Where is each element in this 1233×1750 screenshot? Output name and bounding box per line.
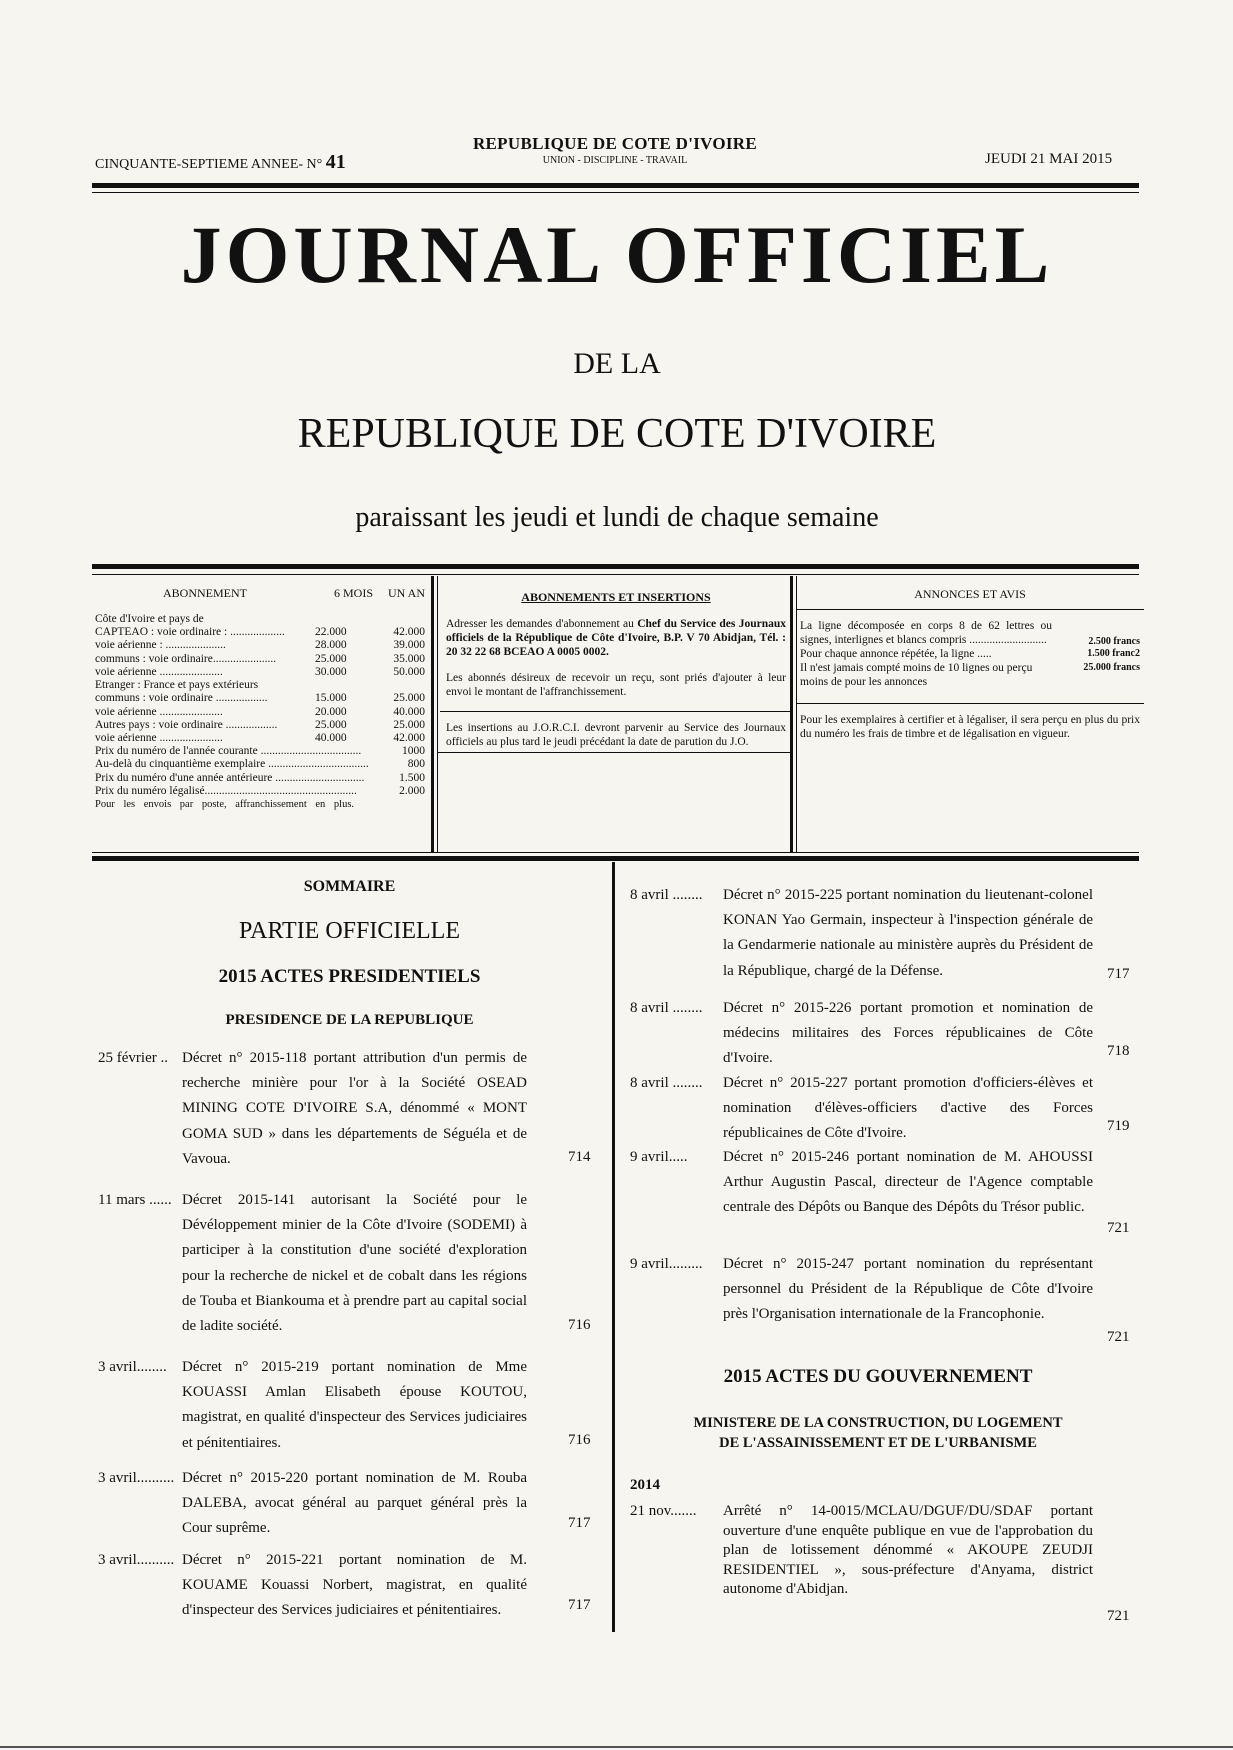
subscription-panel (95, 586, 425, 811)
subscription-row-6mois: 25.000 (315, 652, 347, 665)
journal-subtitle-de-la: DE LA (573, 347, 661, 380)
issue-year-text: CINQUANTE-SEPTIEME ANNEE- N° (95, 157, 323, 172)
toc-entry (98, 1188, 608, 1338)
price-row (95, 785, 425, 798)
subscription-header (95, 586, 425, 601)
toc-entry (98, 1046, 608, 1170)
abonnements-receipt: Les abonnés désireux de recevoir un reçu, sont priés d'ajouter à leur envoi le montant de l'affranchissement. (446, 671, 786, 698)
annonces-price-2: 1.500 franc2 (1087, 647, 1140, 659)
annonces-mid-rule (796, 703, 1144, 704)
subscription-row (95, 679, 425, 692)
journal-title: JOURNAL OFFICIEL (180, 209, 1054, 300)
annonces-note: Pour les exemplaires à certifier et à légaliser, il sera perçu en plus du prix du numéro les frais de timbre et de légalisation en vigueur. (800, 714, 1140, 741)
toc-entry-page: 717 (1107, 965, 1130, 982)
info-divider-2b (796, 576, 797, 852)
subscription-row-6mois: 25.000 (315, 718, 347, 731)
subscription-header-1an: UN AN (387, 586, 425, 600)
subscription-row-label: communs : voie ordinaire...................... (95, 652, 277, 665)
col2-mid-rule (437, 752, 790, 753)
abonnements-address-pre: Adresser les demandes d'abonnement au (446, 618, 638, 631)
subscription-header-label: ABONNEMENT (163, 586, 247, 600)
toc-entry-text: Décret n° 2015-226 portant promotion et nomination de médecins militaires des Forces républicaines de Côte d'Ivoire. (723, 1000, 1093, 1067)
toc-entry-text: Décret n° 2015-246 portant nomination de M. AHOUSSI Arthur Augustin Pascal, directeur de l'Agence comptable centrale des Dépôts ou Banque des Dépôts du Trésor public. (723, 1149, 1093, 1216)
subscription-row (95, 653, 425, 666)
subscription-row-label: Autres pays : voie ordinaire .................. (95, 718, 278, 731)
masthead-country: REPUBLIQUE DE COTE D'IVOIRE (472, 134, 758, 153)
subscription-row-label: Etranger : France et pays extérieurs (95, 679, 259, 692)
toc-entry-page: 717 (568, 1596, 591, 1613)
partie-officielle: PARTIE OFFICIELLE (238, 918, 460, 944)
subscription-row-6mois: 22.000 (315, 626, 347, 639)
annonces-line-3 (800, 662, 1140, 690)
annonces-price-1: 2.500 francs (1088, 635, 1140, 647)
price-row-label: Au-delà du cinquantième exemplaire ................................... (95, 758, 369, 771)
price-row-label: Prix du numéro d'une année antérieure ............................... (95, 771, 365, 784)
annonces-line-3-text: Il n'est jamais compté moins de 10 lignes ou perçu moins de pour les annonces (800, 661, 1033, 688)
annonces-line-1-text: La ligne décomposée en corps 8 de 62 lettres ou signes, interlignes et blancs compris ........................... (800, 620, 1052, 647)
issue-year (95, 151, 346, 174)
subscription-rows (95, 626, 425, 745)
toc-entry-text: Arrêté n° 14-0015/MCLAU/DGUF/DU/SDAF portant ouverture d'une enquête publique en vue de l'approbation du plan de lotissement dénommé « AKOUPE ZEUDJI RESIDENTIEL », sous-préfecture d'Anyama, district autonome d'Abidjan. (723, 1503, 1093, 1597)
subscription-row-1an (375, 679, 425, 692)
toc-entry-page: 716 (568, 1316, 591, 1333)
toc-entry (630, 1252, 1135, 1350)
price-row-label: Prix du numéro de l'année courante ................................... (95, 745, 362, 758)
masthead-motto: UNION - DISCIPLINE - TRAVAIL (542, 155, 688, 166)
toc-entry-date: 9 avril..... (630, 1149, 688, 1165)
subscription-row-6mois: 30.000 (315, 665, 347, 678)
toc-entry (630, 996, 1135, 1067)
subscription-row-label: voie aérienne ...................... (95, 705, 223, 718)
toc-entry-text: Décret 2015-141 autorisant la Société pour le Dévéloppement minier de la Côte d'Ivoire (SODEMI) à participer à la constitution d'une société d'exploration pour la recherche de nickel et de cobalt dans les régions de Touba et Biankouma et à prendre part au capital social de ladite société. (182, 1192, 527, 1334)
price-row (95, 772, 425, 785)
annonces-panel (800, 587, 1140, 742)
subscription-row-label: voie aérienne ...................... (95, 731, 223, 744)
subscription-header-6mois: 6 MOIS (333, 586, 373, 600)
subscription-row (95, 666, 425, 679)
toc-entry-page: 717 (568, 1514, 591, 1531)
toc-entry (630, 1145, 1135, 1241)
price-rows (95, 745, 425, 798)
subscription-row (95, 706, 425, 719)
toc-entry (98, 1466, 608, 1536)
top-rule (92, 183, 1139, 188)
toc-entry (98, 1355, 608, 1453)
annonces-line-2 (800, 648, 1140, 662)
subscription-row (95, 639, 425, 652)
price-row-value: 1000 (402, 745, 425, 758)
toc-entry-page: 716 (568, 1431, 591, 1448)
section-actes-presidentiels: 2015 ACTES PRESIDENTIELS (218, 966, 481, 987)
annonces-title: ANNONCES ET AVIS (914, 587, 1026, 601)
subscription-row-label: communs : voie ordinaire .................. (95, 692, 268, 705)
toc-entry-date: 3 avril.......... (98, 1552, 175, 1568)
toc-entry-date: 3 avril.......... (98, 1470, 175, 1486)
toc-entry (630, 1502, 1135, 1626)
info-divider-2 (790, 576, 793, 852)
toc-entry-text: Décret n° 2015-247 portant nomination du représentant personnel du Président de la République de Côte d'Ivoire près l'Organisation internationale de la Francophonie. (723, 1256, 1093, 1323)
abonnements-panel (446, 590, 786, 762)
abonnements-divider (440, 711, 792, 712)
annonces-line-1 (800, 620, 1140, 648)
masthead-country-block (400, 134, 830, 166)
info-bottom-rule (92, 852, 1139, 853)
toc-entry-date: 25 février .. (98, 1050, 168, 1066)
toc-entry-text: Décret n° 2015-221 portant nomination de M. KOUAME Kouassi Norbert, magistrat, en qualité d'inspecteur des Services judiciaires et pénitentiaires. (182, 1552, 527, 1619)
toc-entry (98, 1548, 608, 1618)
subscription-row-6mois (315, 679, 375, 692)
toc-entry-date: 8 avril ........ (630, 1000, 703, 1016)
issue-number: 41 (325, 151, 346, 173)
price-row-value: 2.000 (399, 784, 425, 797)
subscription-row-6mois: 28.000 (315, 639, 347, 652)
journal-subtitle-country: REPUBLIQUE DE COTE D'IVOIRE (297, 411, 937, 457)
bottom-edge (0, 1746, 1233, 1748)
info-bottom-rule-thick (92, 856, 1139, 861)
toc-entry-date: 9 avril......... (630, 1256, 703, 1272)
toc-entry (630, 1071, 1135, 1142)
toc-entry-page: 721 (1107, 1219, 1130, 1236)
section-actes-gouvernement: 2015 ACTES DU GOUVERNEMENT (723, 1366, 1033, 1387)
toc-entry-page: 714 (568, 1148, 591, 1165)
price-row (95, 745, 425, 758)
subscription-row-1an: 50.000 (393, 665, 425, 678)
subscription-row-1an: 42.000 (393, 731, 425, 744)
subscription-row-6mois: 40.000 (315, 731, 347, 744)
subscription-row (95, 719, 425, 732)
sommaire-title: SOMMAIRE (303, 878, 396, 895)
postal-note: Pour les envois par poste, affranchissement en plus. (95, 799, 355, 811)
subscription-row-1an: 39.000 (393, 639, 425, 652)
price-row (95, 758, 425, 771)
info-divider-1b (437, 576, 438, 852)
body-divider (612, 862, 615, 1632)
subscription-row-6mois: 15.000 (315, 692, 347, 705)
toc-entry-text: Décret n° 2015-220 portant nomination de M. Rouba DALEBA, avocat général au parquet général près la Cour suprême. (182, 1470, 527, 1537)
issue-date: JEUDI 21 MAI 2015 (985, 151, 1113, 167)
subscription-row-1an: 42.000 (393, 626, 425, 639)
subscription-row-label: CAPTEAO : voie ordinaire : ................... (95, 626, 285, 639)
subscription-row-1an: 25.000 (393, 718, 425, 731)
toc-entry-page: 718 (1107, 1042, 1130, 1059)
subsection-ministere (618, 1414, 1138, 1453)
toc-entry-date: 8 avril ........ (630, 1075, 703, 1091)
subscription-row-1an: 25.000 (393, 692, 425, 705)
subscription-row-6mois: 20.000 (315, 705, 347, 718)
toc-entry (630, 883, 1135, 987)
annonces-line-2-text: Pour chaque annonce répétée, la ligne ..... (800, 647, 992, 660)
toc-entry-date: 8 avril ........ (630, 887, 703, 903)
subsection-ministere-l2: DE L'ASSAINISSEMENT ET DE L'URBANISME (719, 1434, 1037, 1451)
abonnements-address (446, 618, 786, 659)
subscription-row (95, 626, 425, 639)
info-top-rule (92, 564, 1139, 569)
toc-entry-text: Décret n° 2015-118 portant attribution d'un permis de recherche minière pour l'or à la Société OSEAD MINING COTE D'IVOIRE S.A, dénommé « MONT GOMA SUD » dans les départements de Séguéla et de Vavoua. (182, 1050, 527, 1167)
info-divider-1 (431, 576, 434, 852)
subscription-row-label: voie aérienne ...................... (95, 665, 223, 678)
abonnements-title: ABONNEMENTS ET INSERTIONS (521, 590, 711, 604)
toc-entry-text: Décret n° 2015-225 portant nomination du lieutenant-colonel KONAN Yao Germain, inspecteur à l'inspection générale de la Gendarmerie nationale au ministère auprès du Président de la République, chargé de la Défense. (723, 887, 1093, 979)
toc-entry-page: 719 (1107, 1117, 1130, 1134)
publication-frequency: paraissant les jeudi et lundi de chaque semaine (355, 502, 879, 533)
annonces-title-rule (796, 609, 1144, 610)
subsection-presidence: PRESIDENCE DE LA REPUBLIQUE (225, 1012, 474, 1028)
annonces-price-3: 25.000 francs (1083, 661, 1140, 673)
subscription-row-label: voie aérienne : ..................... (95, 639, 226, 652)
abonnements-insertions: Les insertions au J.O.R.C.I. devront parvenir au Service des Journaux officiels au plus tard le jeudi précédant la date de parution du J.O. (446, 722, 786, 749)
price-row-value: 800 (407, 758, 425, 771)
toc-entry-date: 11 mars ...... (98, 1192, 172, 1208)
toc-entry-page: 721 (1107, 1328, 1130, 1345)
top-rule-thin (92, 192, 1139, 193)
subscription-row-1an: 35.000 (393, 652, 425, 665)
toc-entry-page: 721 (1107, 1607, 1130, 1624)
subscription-intro: Côte d'Ivoire et pays de (95, 613, 204, 625)
subscription-row-1an: 40.000 (393, 705, 425, 718)
year-2014: 2014 (630, 1477, 660, 1493)
subscription-row (95, 732, 425, 745)
toc-entry-date: 21 nov....... (630, 1503, 697, 1519)
subsection-ministere-l1: MINISTERE DE LA CONSTRUCTION, DU LOGEMENT (693, 1415, 1063, 1431)
subscription-row (95, 692, 425, 705)
info-top-rule-thin (92, 574, 1139, 575)
price-row-value: 1.500 (399, 771, 425, 784)
toc-entry-text: Décret n° 2015-219 portant nomination de Mme KOUASSI Amlan Elisabeth épouse KOUTOU, magistrat, en qualité d'inspecteur des Services judiciaires et pénitentiaires. (182, 1359, 527, 1451)
price-row-label: Prix du numéro légalisé..................................................... (95, 784, 357, 797)
abonnements-address-bold: Chef du Service des Journaux officiels de la République de Côte d'Ivoire, B.P. V 70 Abidjan, Tél. : 20 32 22 68 BCEAO A 0005 0002. (446, 618, 787, 658)
toc-entry-text: Décret n° 2015-227 portant promotion d'officiers-élèves et nomination d'élèves-officiers d'active des Forces républicaines de Côte d'Ivoire. (723, 1075, 1093, 1142)
toc-entry-date: 3 avril........ (98, 1359, 167, 1375)
